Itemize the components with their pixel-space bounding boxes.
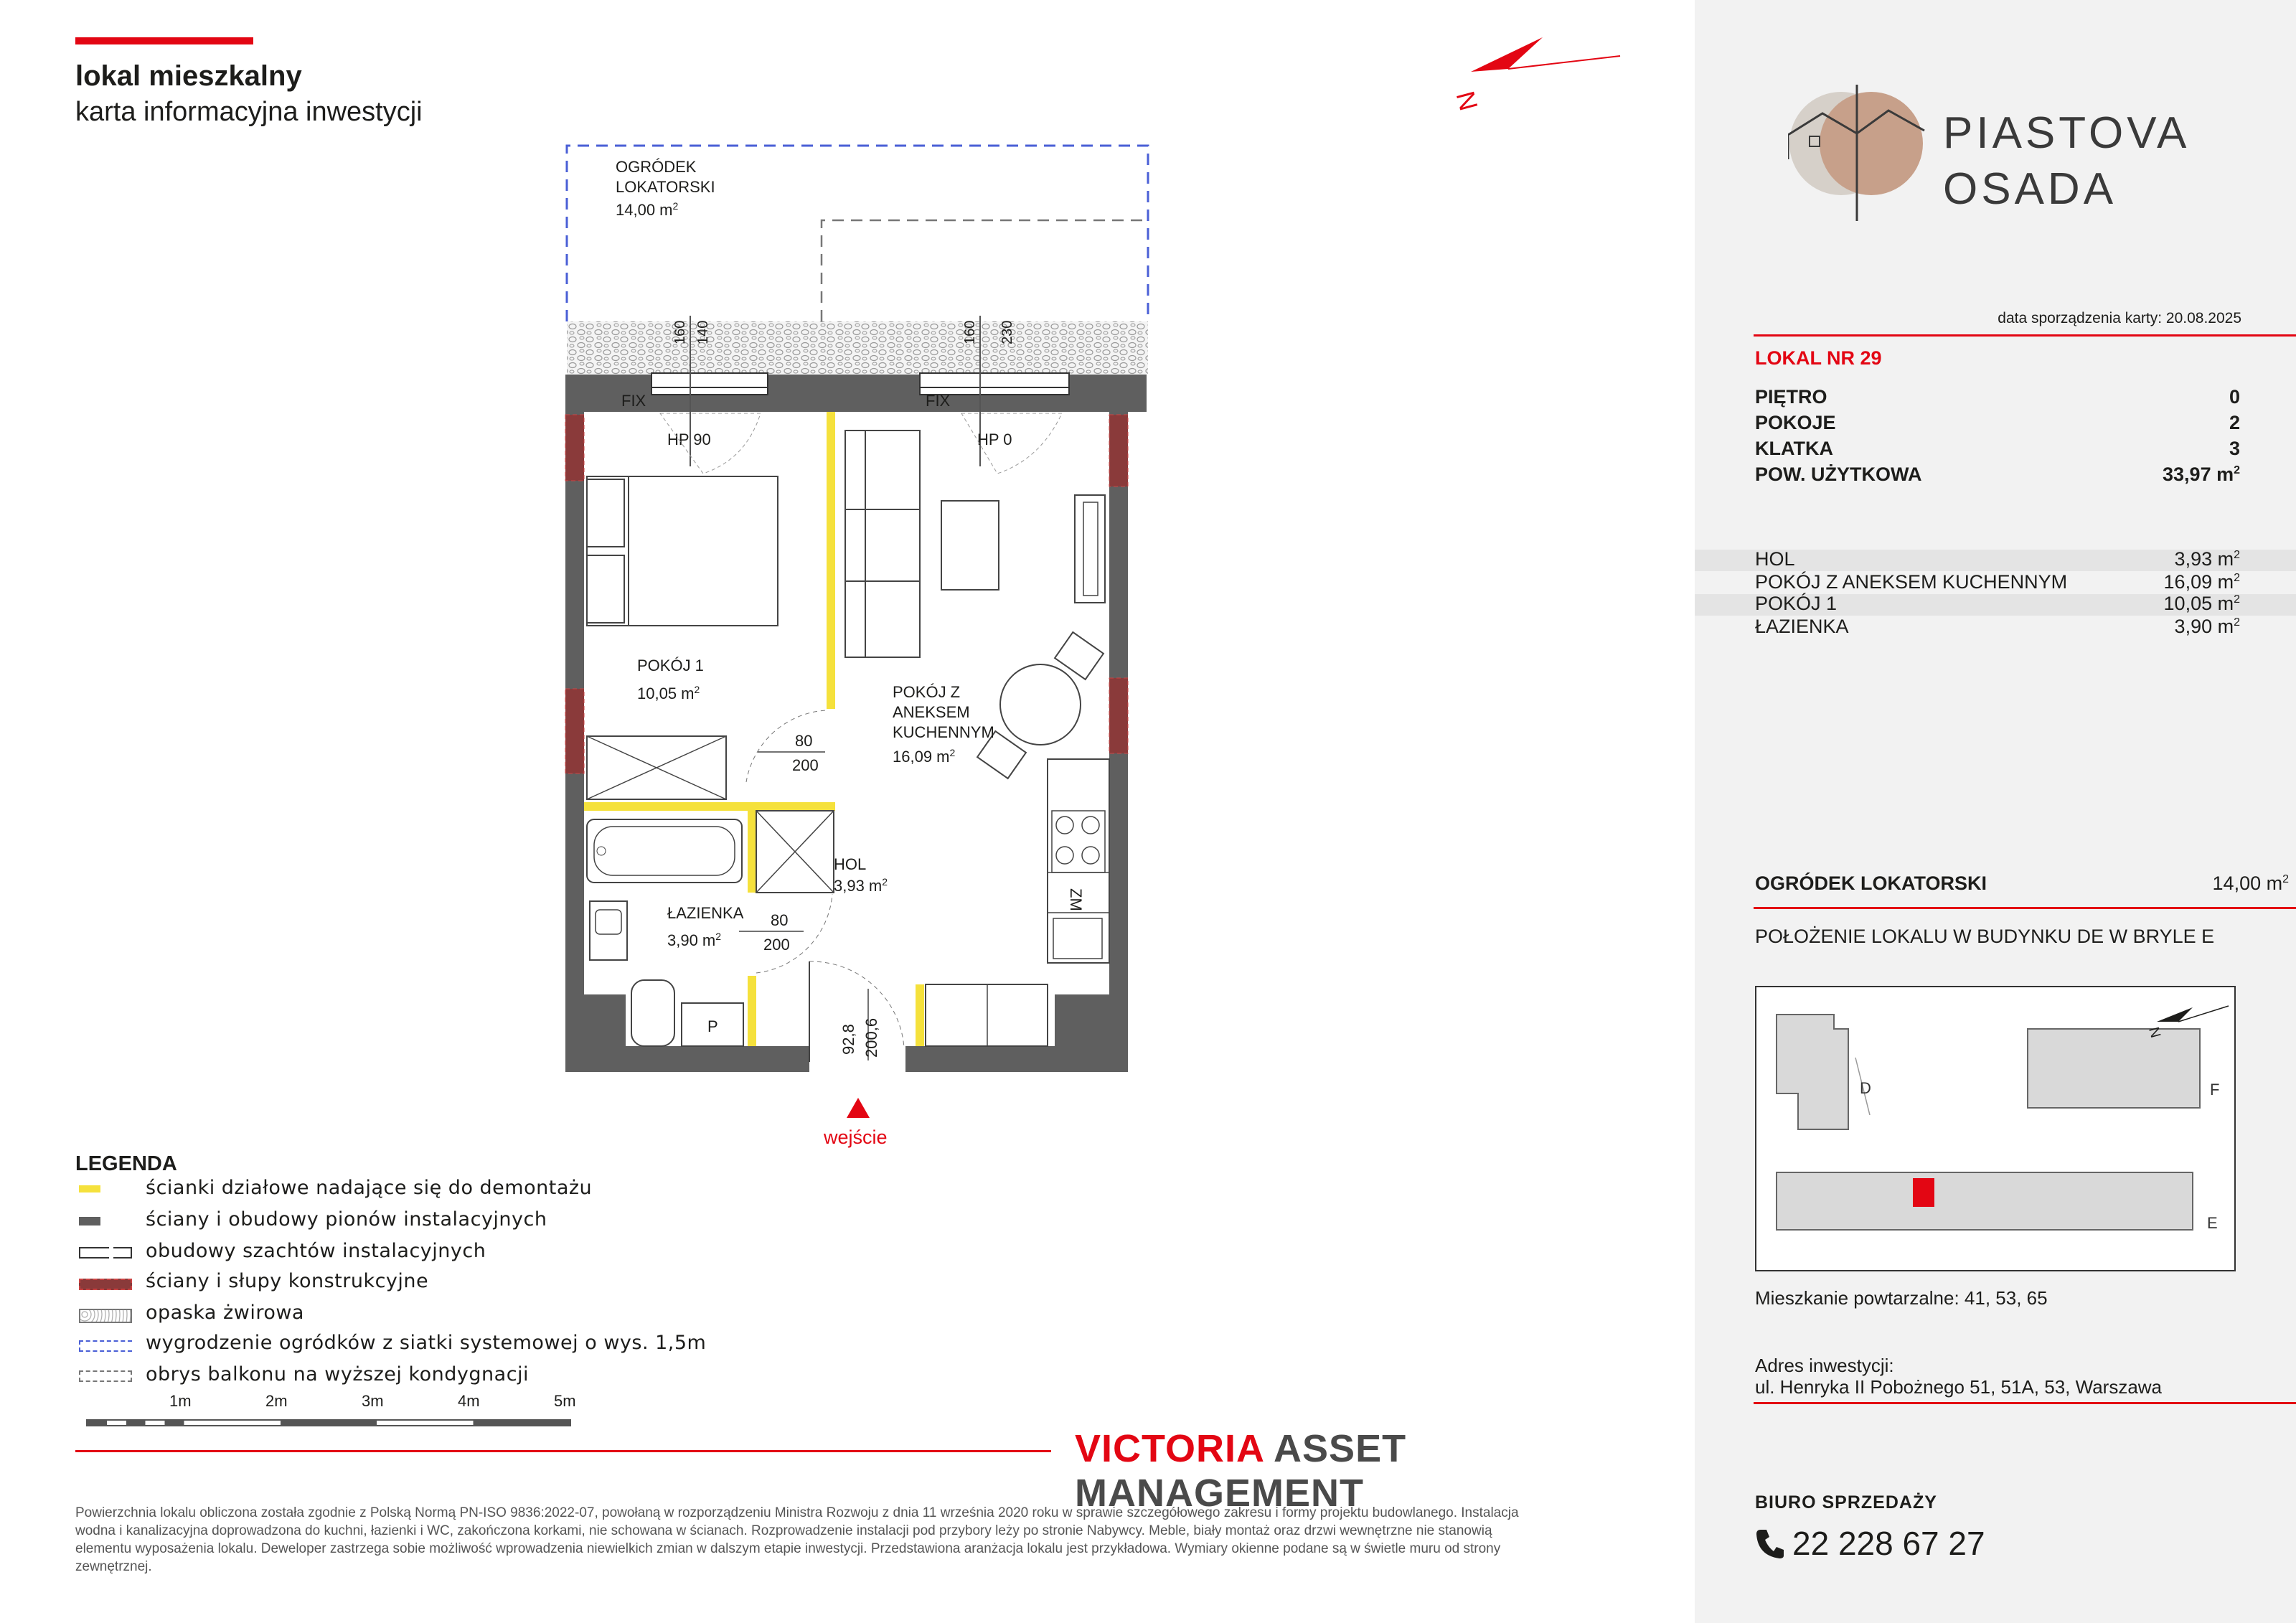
legend-item-6: wygrodzenie ogródków z siatki systemowej o wys. 1,5m [146, 1332, 707, 1354]
room-row-living: POKÓJ Z ANEKSEM KUCHENNYM 16,09 $m^2$ [1755, 571, 2240, 593]
entry-door-width: 92,8 [839, 1024, 857, 1055]
window-1-sill: 140 [695, 320, 711, 344]
room-row-pokoj1: POKÓJ 1 10,05 $m^2$ [1755, 593, 2240, 614]
legend-swatch-structural [79, 1279, 132, 1290]
legend-swatch-fence [79, 1340, 132, 1352]
bath-name: ŁAZIENKA [667, 904, 744, 922]
entrance-label: wejście [824, 1126, 888, 1148]
bathtub [587, 819, 742, 883]
washer-label: P [707, 1017, 718, 1035]
legend-swatch-yellow [79, 1185, 100, 1192]
unit-number: LOKAL NR 29 [1755, 347, 1882, 369]
garden-area: 14,00 $m^2$ [616, 200, 679, 219]
coffee-table [941, 501, 999, 590]
entrance-arrow-icon [847, 1098, 870, 1118]
developer-divider [75, 1450, 1051, 1452]
window-1 [651, 373, 768, 395]
legend-item-2: ściany i obudowy pionów instalacyjnych [146, 1208, 547, 1231]
fridge-label: ZM [1067, 888, 1085, 911]
tv-unit [1075, 495, 1105, 603]
address-label: Adres inwestycji: [1755, 1355, 1894, 1376]
building-e-label: E [2207, 1214, 2218, 1232]
scale-5m: 5m [554, 1392, 576, 1410]
living-name-1: POKÓJ Z [893, 683, 961, 701]
partition-bath-top [584, 802, 835, 811]
scale-2m: 2m [265, 1392, 288, 1410]
garden-label-2: LOKATORSKI [616, 178, 715, 196]
hp-label-2: HP 0 [977, 431, 1012, 448]
living-name-3: KUCHENNYM [893, 723, 994, 741]
column-2 [565, 689, 584, 773]
room1-name: POKÓJ 1 [637, 657, 704, 674]
scale-4m: 4m [458, 1392, 480, 1410]
window-1-height: 160 [672, 320, 688, 344]
hol-name: HOL [834, 855, 867, 873]
building-f-label: F [2210, 1081, 2220, 1099]
garden-row: OGRÓDEK LOKATORSKI 14,00 $m^2$ [1755, 872, 2289, 894]
building-d-label: D [1860, 1079, 1871, 1097]
sales-label: BIURO SPRZEDAŻY [1755, 1492, 1937, 1513]
partition-room1 [827, 412, 835, 709]
svg-text:N: N [2146, 1025, 2165, 1040]
scale-1m: 1m [169, 1392, 192, 1410]
stair-row: KLATKA 3 [1755, 438, 2240, 459]
wall-bottom-right [905, 1046, 1128, 1072]
partition-bath-bottom [748, 976, 756, 1046]
fix-label-2: FIX [926, 392, 951, 410]
info-divider-mid [1754, 907, 2296, 909]
legend-item-5: opaska żwirowa [146, 1302, 304, 1324]
column-3 [1109, 415, 1128, 486]
partition-hol-left [748, 811, 756, 893]
partition-entry [916, 984, 924, 1046]
legend-swatch-grey [79, 1217, 100, 1226]
living-name-2: ANEKSEM [893, 703, 970, 721]
legend-swatch-gravel [79, 1309, 132, 1323]
dining-table [1000, 664, 1081, 745]
legend-swatch-balcony [79, 1370, 132, 1382]
door-bath-height: 200 [763, 936, 790, 954]
legend-item-1: ścianki działowe nadające się do demontażu [146, 1177, 593, 1199]
room-row-bath: ŁAZIENKA 3,90 $m^2$ [1755, 616, 2240, 637]
shaft-right [1055, 994, 1109, 1046]
brand-line-1: PIASTOVA [1943, 108, 2191, 158]
living-area: 16,09 $m^2$ [893, 747, 956, 766]
brand-line-2: OSADA [1943, 164, 2117, 214]
window-2-height: 160 [962, 320, 978, 344]
entry-cabinet [926, 984, 1048, 1046]
phone-icon [1755, 1527, 1784, 1560]
address-text: ul. Henryka II Pobożnego 51, 51A, 53, Warszawa [1755, 1376, 2163, 1398]
area-row: POW. UŻYTKOWA 33,97 $m^2$ [1755, 464, 2240, 485]
toilet [631, 980, 674, 1046]
disclaimer: Powierzchnia lokalu obliczona została zgodnie z Polską Normą PN-ISO 9836:2022-07, powołaną w rozporządzeniu Ministra Rozwoju z dnia 11 września 2020 roku w sprawie szczegółowego zakresu i formy projektu budowlanego. Instalacja wodna i kanalizacyjna doprowadzona do kuchni, łazienki i WC, zakończona korkami, nie schowana w ścianach. Rozprowadzenie instalacji pod przybory leży po stronie Nabywcy. Meble, biały montaż oraz drzwi wewnętrzne nie stanowią elementu wyposażenia lokalu. Deweloper zastrzega sobie możliwość wprowadzenia niewielkich zmian w dalszym etapie inwestycji. Przedstawiona aranżacja lokalu jest przykładowa. Wymiary okienne podane są w świetle muru od strony zewnętrznej. [75, 1505, 1519, 1574]
legend-swatch-shaft [79, 1247, 109, 1259]
site-map [1755, 986, 2236, 1271]
hol-area: 3,93 $m^2$ [834, 876, 888, 895]
repeat-units: Mieszkanie powtarzalne: 41, 53, 65 [1755, 1287, 2048, 1309]
legend-item-4: ściany i słupy konstrukcyjne [146, 1270, 429, 1292]
page-subtitle: karta informacyjna inwestycji [75, 97, 423, 127]
phone-number[interactable]: 22 228 67 27 [1792, 1525, 1985, 1562]
room-row-hol: HOL 3,93 $m^2$ [1755, 548, 2240, 570]
legend-item-3: obudowy szachtów instalacyjnych [146, 1240, 486, 1262]
floor-row: PIĘTRO 0 [1755, 386, 2240, 408]
wall-bottom-left [565, 1046, 809, 1072]
info-panel [1695, 0, 2296, 1623]
north-arrow-icon [1450, 37, 1620, 114]
sofa [845, 431, 920, 657]
developer-logo: VICTORIA ASSET MANAGEMENT [1075, 1427, 1407, 1515]
room1-area: 10,05 $m^2$ [637, 684, 700, 702]
north-label: N [1450, 88, 1484, 114]
fix-label-1: FIX [621, 392, 646, 410]
info-divider-bottom [1754, 1402, 2296, 1404]
brand-logo-icon [1788, 85, 1932, 228]
shaft-left [583, 994, 626, 1046]
balcony-outline [822, 220, 1148, 321]
window-2-sill: 230 [999, 320, 1015, 344]
page-title: lokal mieszkalny [75, 60, 302, 92]
bath-area: 3,90 $m^2$ [667, 931, 722, 949]
location-text: POŁOŻENIE LOKALU W BUDYNKU DE W BRYLE E [1755, 926, 2215, 947]
hp-label-1: HP 90 [667, 431, 711, 448]
door-room-height: 200 [792, 756, 819, 774]
scale-3m: 3m [362, 1392, 384, 1410]
column-1 [565, 415, 584, 481]
date-label: data sporządzenia karty: 20.08.2025 [1998, 310, 2241, 326]
door-bath-width: 80 [771, 911, 789, 929]
scale-bar [86, 1419, 571, 1426]
door-room-width: 80 [795, 732, 813, 750]
legend-title: LEGENDA [75, 1152, 177, 1175]
rooms-row: POKOJE 2 [1755, 412, 2240, 433]
gravel-strip [567, 321, 1148, 375]
unit-location-marker [1913, 1178, 1934, 1207]
info-divider-top [1754, 334, 2296, 337]
legend-item-7: obrys balkonu na wyższej kondygnacji [146, 1363, 530, 1386]
garden-label-1: OGRÓDEK [616, 158, 697, 176]
entry-door-height: 200,6 [862, 1017, 880, 1058]
column-4 [1109, 678, 1128, 753]
